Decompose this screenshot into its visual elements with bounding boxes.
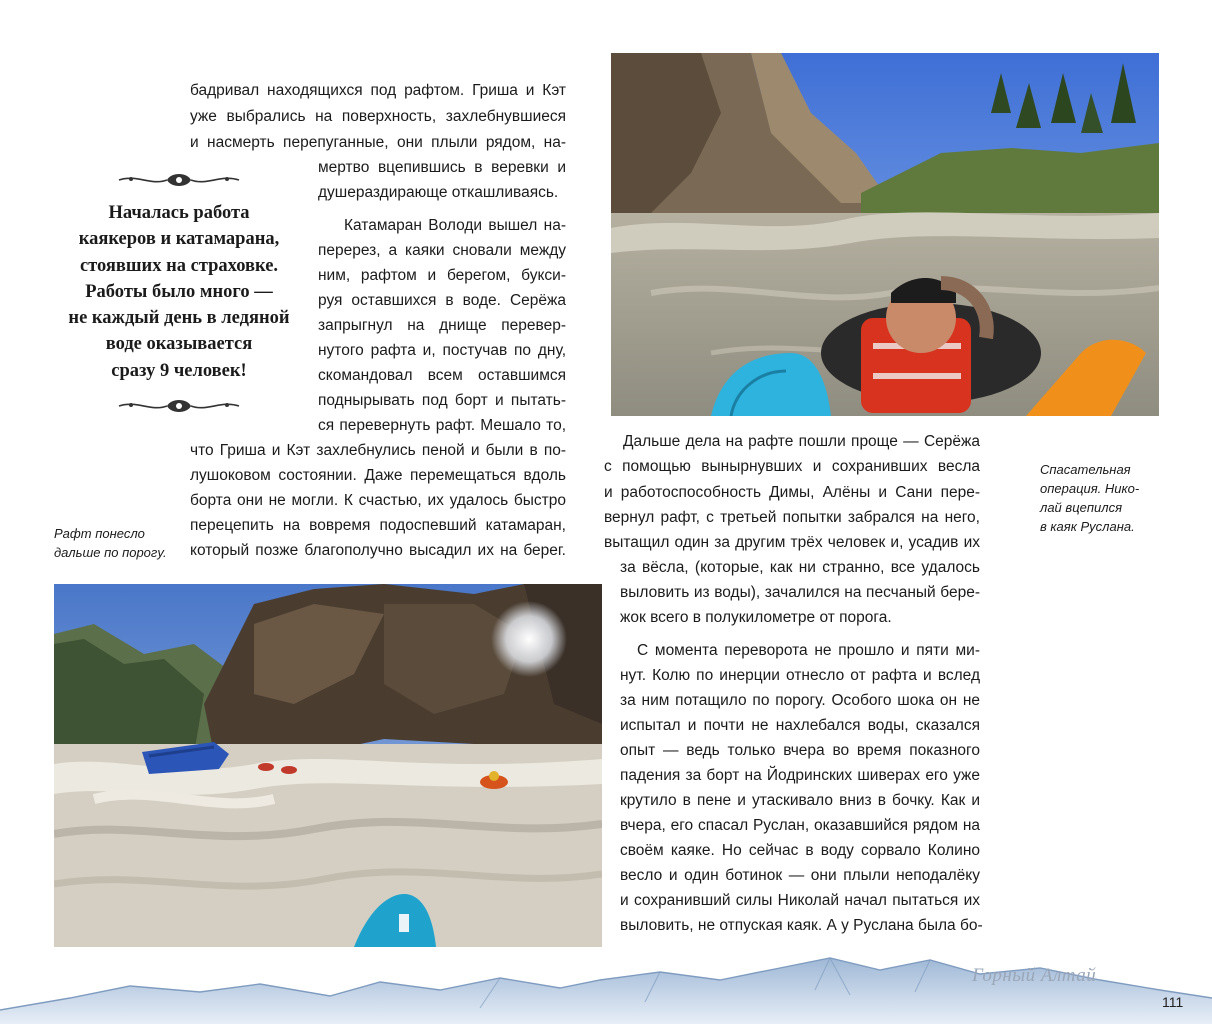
page-number: 111 — [1162, 994, 1184, 1010]
text-line: выловить из воды), зачалился на песчаный бере- — [620, 584, 980, 601]
text-line: и работоспособность Димы, Алёны и Сани пере- — [604, 484, 980, 501]
text-line: бадривал находящихся под рафтом. Гриша и Кэт — [190, 82, 566, 99]
photo-rescue-operation — [611, 53, 1159, 416]
caption-line: Спасательная — [1040, 462, 1131, 477]
caption-line: Рафт понесло — [54, 526, 145, 541]
pull-quote-line: воде оказывается — [105, 334, 253, 355]
text-line: выловить, не отпуская каяк. А у Руслана была бо- — [620, 917, 983, 934]
text-line: вытащил один за другим трёх человек и, усадив их — [604, 534, 980, 551]
caption-right — [1040, 460, 1139, 536]
ornament-top-icon — [117, 170, 241, 190]
text-line: своём каяке. Но сейчас в воду сорвало Колино — [620, 842, 980, 859]
caption-line: операция. Нико- — [1040, 481, 1140, 496]
pull-quote-line: Работы было много — — [85, 281, 273, 302]
text-line: поднырывать под борт и пытать- — [318, 392, 566, 409]
pull-quote-line: стоявших на страховке. — [79, 255, 279, 276]
text-line: испытал и почти не нахлебался воды, сказался — [620, 717, 980, 734]
photo-raft-in-rapid — [54, 584, 602, 947]
text-line: уже выбрались на поверхность, захлебнувшиеся — [190, 108, 566, 125]
text-line: за ним потащило по порогу. Особого шока он не — [620, 692, 980, 709]
text-line: запрыгнул на днище перевер- — [318, 317, 566, 334]
text-line: что Гриша и Кэт захлебнулись пеной и были в по- — [190, 442, 566, 459]
text-line: вернул рафт, с третьей попытки забрался на него, — [604, 509, 980, 526]
text-line: и сохранивший силы Николай начал пытаться их — [620, 892, 980, 909]
text-line: душераздирающе откашливаясь. — [318, 184, 559, 201]
pull-quote-line: сразу 9 человек! — [111, 360, 247, 381]
footer-title: Горный Алтай — [972, 965, 1097, 986]
text-line: жок всего в полукилометре от порога. — [620, 609, 892, 626]
pull-quote — [50, 200, 308, 384]
text-line: руя оставшихся в воде. Серёжа — [318, 292, 566, 309]
pull-quote-line: не каждый день в ледяной — [68, 308, 290, 329]
text-line: опыт — ведь только вчера во время показного — [620, 742, 980, 759]
footer-mountains-decoration — [0, 950, 1212, 1024]
text-line: скомандовал всем оставшимся — [318, 367, 566, 384]
caption-line: дальше по порогу. — [54, 545, 167, 560]
text-line: С момента переворота не прошло и пяти ми- — [637, 642, 980, 659]
text-line: который позже благополучно высадил их на берег. — [190, 542, 566, 559]
text-line: ся перевернуть рафт. Мешало то, — [318, 417, 566, 434]
text-line: за вёсла, (которые, как ни странно, все удалось — [620, 559, 980, 576]
text-line: лушоковом состоянии. Даже перемещаться вдоль — [190, 467, 566, 484]
text-line: Катамаран Володи вышел на- — [344, 217, 566, 234]
text-line: борта они не могли. К счастью, их удалось быстро — [190, 492, 566, 509]
text-line: падения за борт на Йодринских шиверах его уже — [620, 767, 980, 784]
text-line: весло и один ботинок — они плыли неподалёку — [620, 867, 980, 884]
text-line: и насмерть перепуганные, они плыли рядом, на- — [190, 134, 566, 151]
text-line: крутило в пене и утаскивало вниз в бочку. Как и — [620, 792, 980, 809]
pull-quote-line: каякеров и катамарана, — [78, 229, 280, 250]
text-line: Дальше дела на рафте пошли проще — Серёжа — [623, 433, 980, 450]
text-line: перецепить на вовремя подоспевший катамаран, — [190, 517, 566, 534]
caption-left — [54, 524, 167, 562]
text-line: перерез, а каяки сновали между — [318, 242, 566, 259]
text-line: нут. Колю по инерции отнесло от рафта и вслед — [620, 667, 980, 684]
text-line: вчера, его спасал Руслан, оказавшийся рядом на — [620, 817, 980, 834]
text-line: ним, рафтом и берегом, букси- — [318, 267, 566, 284]
text-line: мертво вцепившись в веревки и — [318, 159, 566, 176]
caption-line: лай вцепился — [1040, 500, 1123, 515]
ornament-bottom-icon — [117, 396, 241, 416]
text-line: нутого рафта и, постучав по дну, — [318, 342, 566, 359]
caption-line: в каяк Руслана. — [1040, 519, 1135, 534]
text-line: с помощью вынырнувших и сохранивших весла — [604, 458, 980, 475]
pull-quote-line: Началась работа — [108, 203, 250, 223]
